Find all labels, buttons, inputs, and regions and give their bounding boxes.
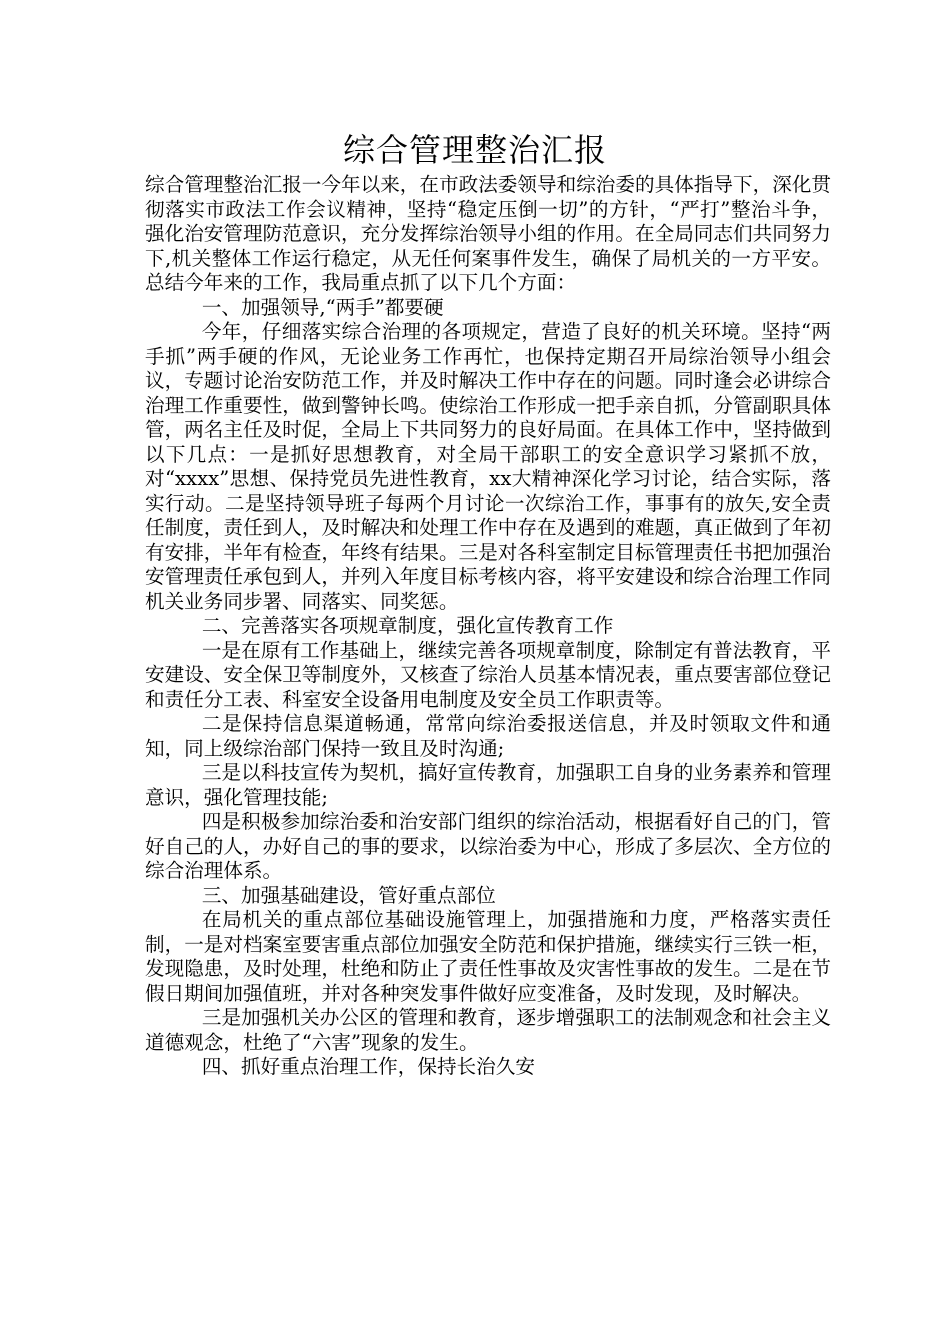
section-heading-4: 四、抓好重点治理工作，保持长治久安 [201, 1055, 535, 1078]
paragraph-intro: 综合管理整治汇报一今年以来，在市政法委领导和综治委的具体指导下，深化贯彻落实市政法工作会议精神，坚持“稳定压倒一切”的方针，“严打”整治斗争，强化治安管理防范意识，充分发挥综治领导小组的作用。在全局同志们共同努力下,机关整体工作运行稳定，从无任何案事件发生，确保了局机关的一方平安。总结今年来的工作，我局重点抓了以下几个方面： [145, 173, 831, 294]
paragraph-section-2-item-2: 二是保持信息渠道畅通，常常向综治委报送信息，并及时领取文件和通知，同上级综治部门保持一致且及时沟通; [145, 712, 831, 760]
paragraph-section-2-item-3: 三是以科技宣传为契机，搞好宣传教育，加强职工自身的业务素养和管理意识，强化管理技能; [145, 761, 831, 809]
section-heading-2: 二、完善落实各项规章制度，强化宣传教育工作 [201, 614, 614, 637]
paragraph-section-3-item-2: 三是加强机关办公区的管理和教育，逐步增强职工的法制观念和社会主义道德观念，杜绝了“六害”现象的发生。 [145, 1006, 831, 1054]
paragraph-section-1: 今年，仔细落实综合治理的各项规定，营造了良好的机关环境。坚持“两手抓”两手硬的作风，无论业务工作再忙，也保持定期召开局综治领导小组会议，专题讨论治安防范工作，并及时解决工作中存在的问题。同时逢会必讲综合治理工作重要性，做到警钟长鸣。使综治工作形成一把手亲自抓，分管副职具体管，两名主任及时促，全局上下共同努力的良好局面。在具体工作中，坚持做到以下几点：一是抓好思想教育，对全局干部职工的安全意识学习紧抓不放，对“xxxx”思想、保持党员先进性教育，xx大精神深化学习讨论，结合实际，落实行动。二是坚持领导班子每两个月讨论一次综治工作，事事有的放矢,安全责任制度，责任到人，及时解决和处理工作中存在及遇到的难题，真正做到了年初有安排，半年有检查，年终有结果。三是对各科室制定目标管理责任书把加强治安管理责任承包到人，并列入年度目标考核内容，将平安建设和综合治理工作同机关业务同步署、同落实、同奖惩。 [145, 320, 831, 613]
paragraph-section-3-item-1: 在局机关的重点部位基础设施管理上，加强措施和力度，严格落实责任制，一是对档案室要害重点部位加强安全防范和保护措施，继续实行三铁一柜，发现隐患，及时处理，杜绝和防止了责任性事故及灾害性事故的发生。二是在节假日期间加强值班，并对各种突发事件做好应变准备，及时发现，及时解决。 [145, 908, 831, 1005]
document-body [145, 173, 831, 1080]
document-title: 综合管理整治汇报 [342, 131, 607, 169]
paragraph-section-2-item-1: 一是在原有工作基础上，继续完善各项规章制度，除制定有普法教育，平安建设、安全保卫等制度外，又核查了综治人员基本情况表，重点要害部位登记和责任分工表、科室安全设备用电制度及安全员工作职责等。 [145, 638, 831, 711]
section-heading-3: 三、加强基础建设，管好重点部位 [201, 883, 496, 907]
paragraph-section-2-item-4: 四是积极参加综治委和治安部门组织的综治活动，根据看好自己的门，管好自己的人，办好自己的事的要求，以综治委为中心，形成了多层次、全方位的综合治理体系。 [145, 810, 831, 882]
section-heading-1: 一、加强领导,“两手”都要硬 [201, 295, 444, 319]
